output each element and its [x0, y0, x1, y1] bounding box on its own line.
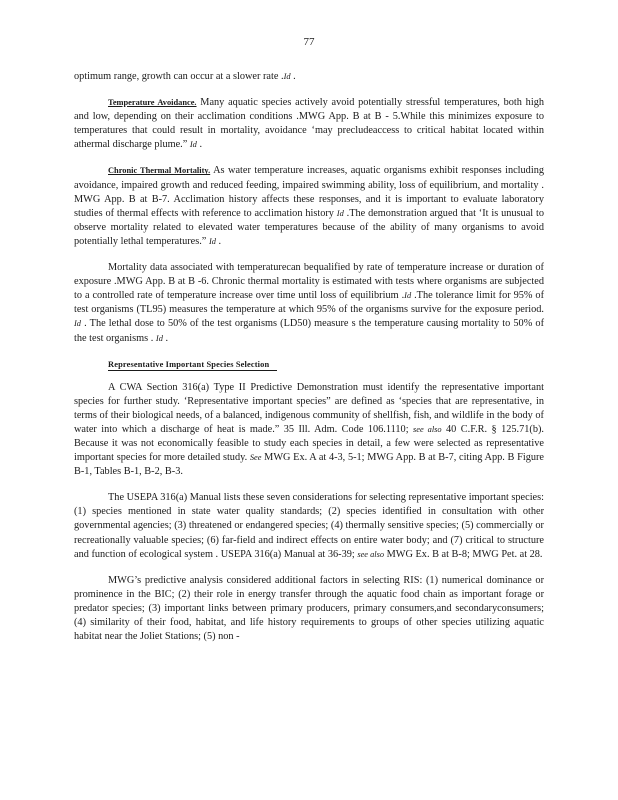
- page-number: 77: [303, 36, 315, 48]
- paragraph-chronic-thermal-mortality: Chronic Thermal Mortality. As water temperature increases, aquatic organisms exhibit responses including avoidance, impaired growth and reduced feeding, impaired swimming ability, loss of equilibrium, and mortality . MWG App. B at B-7. Acclimation history affects these responses, and it is important to evaluate laboratory studies of thermal effects with reference to acclimation history Id .The demonstration argued that ‘It is unusual to observe mortality related to elevated water temperatures because of the ability of many organisms to avoid potentially lethal temperatures.” Id .: [74, 165, 544, 247]
- id-citation: Id: [155, 333, 163, 343]
- see-signal: See: [249, 453, 262, 463]
- paragraph-temperature-avoidance: Temperature Avoidance. Many aquatic species actively avoid potentially stressful temperatures, both high and low, depending on their acclimation conditions .MWG App. B at B - 5.While this minimizes exposure to temperatures that could result in mortality, avoidance ‘may precludeaccess to critical habitat located within athermal discharge plume.” Id .: [74, 97, 544, 151]
- section-heading-chronic-thermal-mortality: Chronic Thermal Mortality.: [108, 166, 211, 176]
- paragraph-mwg-predictive-analysis: MWG’s predictive analysis considered additional factors in selecting RIS: (1) numerical dominance or prominence in the BIC; (2) their role in energy transfer through the aquatic food chain as important forage or predator species; (3) important links between primary producers, primary consumers,and secondaryconsumers; (4) similarity of their food, habitat, and life history requirements to groups of other species utilizing aquatic habitat near the Joliet Stations; (5) non -: [74, 574, 544, 643]
- paragraph-cwa-section-316a: A CWA Section 316(a) Type II Predictive Demonstration must identify the representative important species for further study. ‘Representative important species” are defined as ‘species that are representative, in terms of their biological needs, of a balanced, indigenous community of shellfish, fish, and wildlife in the body of water into which a discharge of heat is made.” 35 Ill. Adm. Code 106.1110; see also 40 C.F.R. § 125.71(b). Because it was not economically feasible to study each species in detail, a few were selected as representative important species for more detailed study. See MWG Ex. A at 4-3, 5-1; MWG App. B at B-7, citing App. B Figure B-1, Tables B-1, B-2, B-3.: [74, 381, 545, 478]
- section-heading-temperature-avoidance: Temperature Avoidance.: [108, 98, 197, 108]
- id-citation: Id: [189, 140, 197, 150]
- see-also-signal: see also: [357, 549, 385, 559]
- id-citation: Id: [208, 236, 216, 246]
- paragraph-mortality-data: Mortality data associated with temperaturecan bequalified by rate of temperature increase or duration of exposure .MWG App. B at B -6. Chronic thermal mortality is estimated with tests where organisms are subjected to a controlled rate of temperature increase over time until loss of equilibrium .Id .The tolerance limit for 95% of test organisms (TL95) measures the temperature at which 95% of the organisms survive for the exposure period. Id . The lethal dose to 50% of the test organisms (LD50) measure s the temperature causing mortality to 50% of the test organisms . Id .: [74, 262, 545, 344]
- section-heading-ris-selection: Representative Important Species Selection: [108, 360, 277, 371]
- see-also-signal: see also: [412, 424, 442, 434]
- id-citation: Id: [404, 291, 412, 301]
- page-body: [74, 70, 544, 656]
- id-citation: Id: [336, 208, 344, 218]
- id-citation: Id: [74, 319, 81, 329]
- paragraph-continuation: optimum range, growth can occur at a slower rate .Id .: [74, 71, 296, 82]
- paragraph-usepa-manual: The USEPA 316(a) Manual lists these seven considerations for selecting representative important species: (1) species mentioned in state water quality standards; (2) species identified in consultation with other governmental agencies; (3) threatened or endangered species; (4) thermally sensitive species; (5) commercially or recreationally valuable species; (6) far-field and indirect effects on entire water body; and (7) critical to structure and function of ecological system . USEPA 316(a) Manual at 36-39; see also MWG Ex. B at B-8; MWG Pet. at 28.: [74, 492, 544, 560]
- id-citation: Id: [283, 72, 291, 81]
